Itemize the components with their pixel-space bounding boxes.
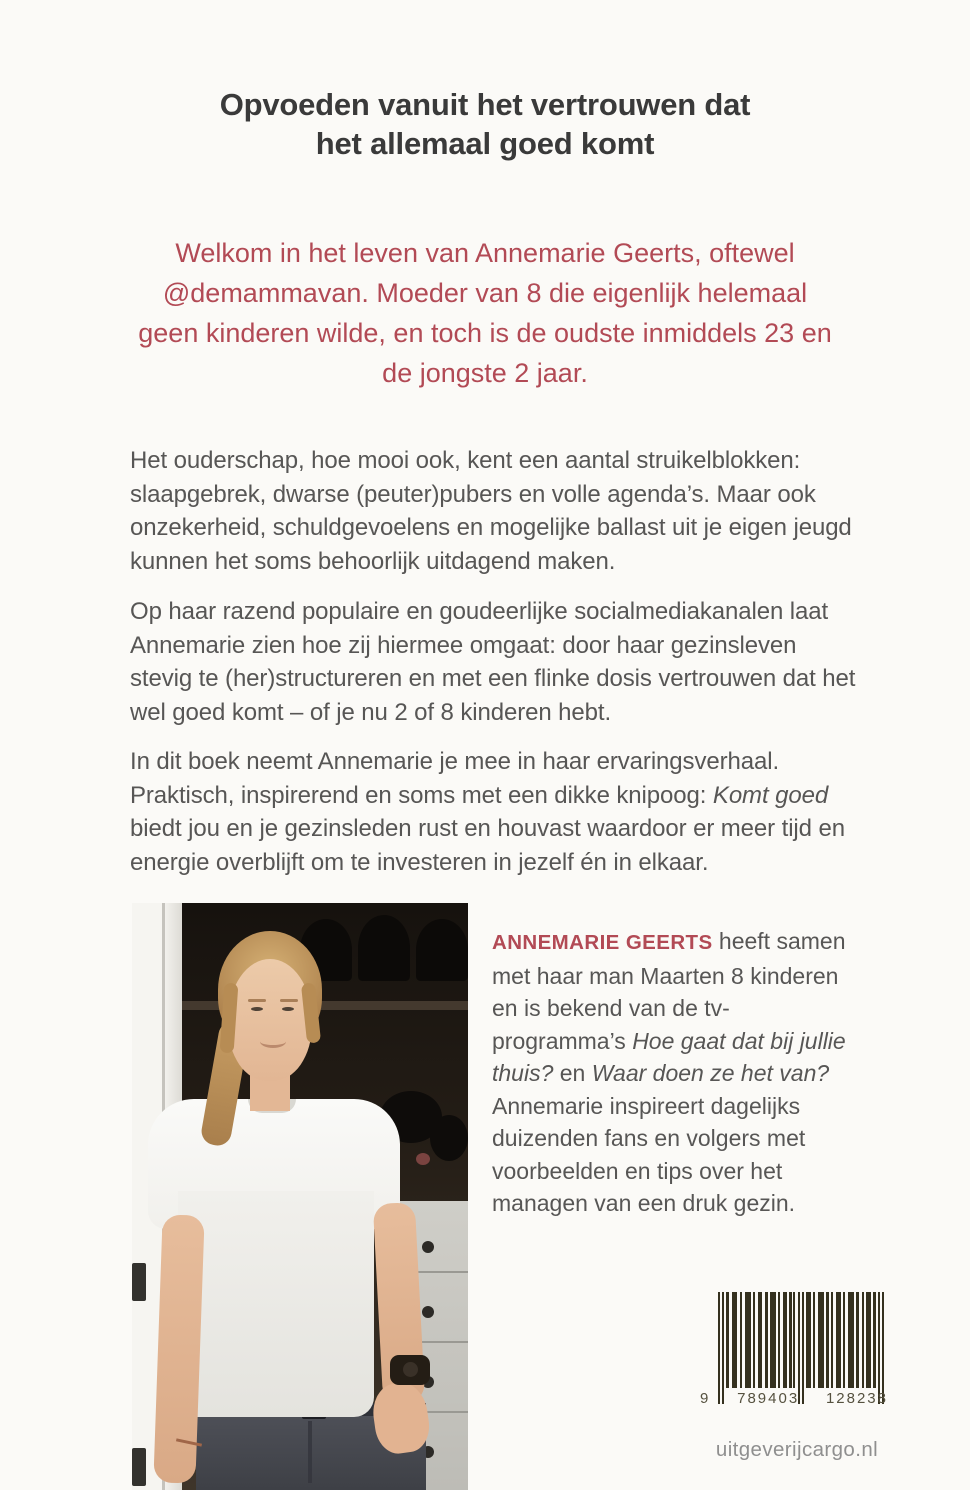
tagline-line-2: het allemaal goed komt (315, 125, 655, 161)
isbn-digit-group: 128238 (825, 1390, 888, 1407)
author-photo (132, 903, 468, 1490)
isbn-digit-group: 9 (700, 1390, 711, 1407)
author-name: ANNEMARIE GEERTS (492, 931, 713, 954)
photo-eye (251, 1007, 263, 1011)
photo-shelf-object (416, 1153, 430, 1165)
photo-drawer-knob (422, 1241, 434, 1253)
isbn-digits (700, 1390, 888, 1407)
photo-shelf-object (416, 919, 468, 981)
bio-text-1: heeft samen met haar man Maarten 8 kinderen en is bekend van de tv-programma’s (492, 928, 846, 1054)
paragraph-3-text: In dit boek neemt Annemarie je mee in haar ervaringsverhaal. Praktisch, inspirerend en soms met een dikke knipoog: (130, 748, 780, 809)
paragraph-1: Het ouderschap, hoe mooi ook, kent een aantal struikelblokken: slaapgebrek, dwarse (peuter)pubers en volle agenda’s. Maar ook onzekerheid, schuldgevoelens en mogelijke ballast uit je eigen jeugd kunnen het soms behoorlijk uitdagend maken. (130, 447, 852, 575)
bio-text-3: Annemarie inspireert dagelijks duizenden fans en volgers met voorbeelden en tips over het managen van een druk gezin. (492, 1092, 806, 1216)
tv-show-title-1: Hoe gaat dat bij jullie thuis? (492, 1027, 846, 1086)
photo-jeans-seam (308, 1421, 312, 1483)
photo-eye (282, 1007, 294, 1011)
paragraph-2: Op haar razend populaire en goudeerlijke socialmediakanalen laat Annemarie zien hoe zij hiermee omgaat: door haar gezinsleven stevig te (her)structureren en met een flinke dosis vertrouwen dat het wel goed komt – of je nu 2 of 8 kinderen hebt. (130, 598, 856, 726)
barcode-bars (718, 1292, 886, 1406)
photo-smile (260, 1035, 286, 1048)
photo-tshirt-torso (178, 1191, 374, 1417)
intro-text: Welkom in het leven van Annemarie Geerts, oftewel @demammavan. Moeder van 8 die eigenlijk helemaal geen kinderen wilde, en toch is de oudste inmiddels 23 en de jongste 2 jaar. (138, 238, 832, 388)
photo-eyebrow (248, 999, 266, 1002)
photo-eyebrow (280, 999, 298, 1002)
publisher-website: uitgeverijcargo.nl (715, 1438, 879, 1461)
tagline-line-1: Opvoeden vanuit het vertrouwen dat (219, 86, 751, 122)
paragraph-3 (130, 745, 856, 879)
isbn-digit-group: 789403 (737, 1390, 800, 1407)
book-title-italic: Komt goed (712, 781, 829, 809)
paragraph-3-text-end: biedt jou en je gezinsleden rust en houvast waardoor er meer tijd en energie overblijft om te investeren in jezelf én in elkaar. (130, 815, 845, 876)
isbn-barcode (700, 1292, 888, 1420)
tagline-heading (0, 85, 970, 163)
photo-shelf-object (358, 915, 410, 981)
photo-shelf-object (430, 1115, 468, 1161)
photo-watch-face (403, 1362, 418, 1377)
tv-show-title-2: Waar doen ze het van? (591, 1060, 830, 1086)
photo-drawer-knob (422, 1306, 434, 1318)
photo-door-hinge (132, 1263, 146, 1301)
bio-text-2: en (553, 1060, 592, 1086)
photo-face (228, 959, 312, 1081)
author-bio (492, 925, 856, 1220)
photo-door-hinge (132, 1448, 146, 1486)
